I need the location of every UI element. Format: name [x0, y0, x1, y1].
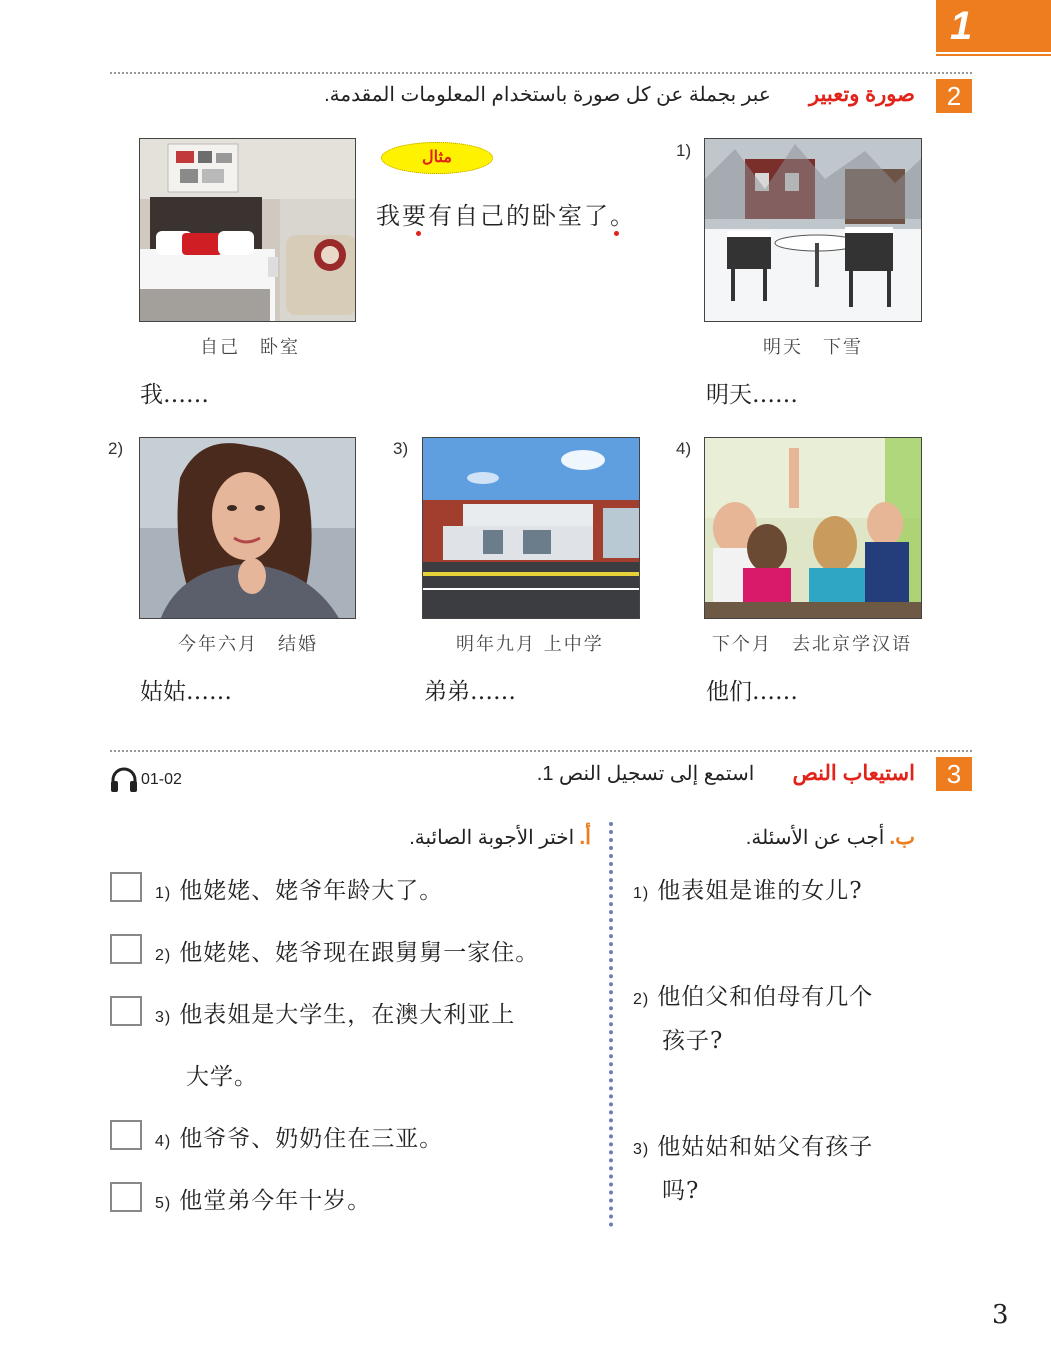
statement-4: 4) 他爷爷、奶奶住在三亚。 — [155, 1126, 444, 1152]
part-b-letter: ب. — [889, 826, 915, 849]
question-2-continued: 孩子? — [662, 1028, 724, 1054]
question-1: 1) 他表姐是谁的女儿? — [633, 878, 863, 904]
part-a-letter: أ. — [579, 826, 591, 849]
statement-2: 2) 他姥姥、姥爷现在跟舅舅一家住。 — [155, 940, 540, 966]
page-number: 3 — [992, 1300, 1009, 1330]
photo-hint-2: 今年六月 结婚 — [178, 634, 318, 655]
section3-divider — [110, 750, 972, 752]
chapter-tab: 1 — [936, 0, 1051, 52]
section2-instruction: عبر بجملة عن كل صورة باستخدام المعلومات المقدمة. — [324, 84, 771, 106]
section2-divider — [110, 72, 972, 74]
section3-number: 3 — [936, 757, 972, 791]
sentence-starter-1: 明天…… — [706, 382, 798, 408]
answer-checkbox[interactable] — [110, 1120, 142, 1150]
statement-5: 5) 他堂弟今年十岁。 — [155, 1188, 372, 1214]
audio-track[interactable] — [109, 767, 182, 793]
section3-title: استيعاب النص — [792, 762, 915, 785]
section2-title: صورة وتعبير — [808, 83, 915, 106]
school-building-photo — [422, 437, 640, 619]
headphones-icon — [109, 767, 139, 793]
answer-checkbox[interactable] — [110, 996, 142, 1026]
snow-patio-photo — [704, 138, 922, 322]
answer-checkbox[interactable] — [110, 1182, 142, 1212]
example-sentence: 我要有自己的卧室了。 — [376, 202, 636, 230]
sentence-starter-4: 他们…… — [706, 679, 798, 705]
question-3: 3) 他姑姑和姑父有孩子 — [633, 1134, 874, 1160]
part-a-header — [409, 825, 591, 850]
photo-hint-1: 明天 下雪 — [763, 337, 863, 358]
section3-instruction: استمع إلى تسجيل النص 1. — [536, 763, 755, 785]
item-label-2: 2) — [108, 439, 124, 458]
item-label-1: 1) — [676, 141, 692, 160]
answer-checkbox[interactable] — [110, 934, 142, 964]
audio-track-number: 01-02 — [141, 771, 182, 788]
answer-checkbox[interactable] — [110, 872, 142, 902]
item-label-4: 4) — [676, 439, 692, 458]
column-divider — [609, 822, 613, 1227]
sentence-starter-example: 我…… — [140, 382, 209, 408]
woman-portrait-photo — [139, 437, 356, 619]
emphasis-dot — [614, 231, 619, 236]
item-label-3: 3) — [393, 439, 409, 458]
question-2: 2) 他伯父和伯母有几个 — [633, 984, 874, 1010]
photo-hint-example: 自己 卧室 — [200, 337, 300, 358]
statement-3: 3) 他表姐是大学生，在澳大利亚上 — [155, 1002, 516, 1028]
question-3-continued: 吗? — [662, 1178, 700, 1204]
photo-hint-4: 下个月 去北京学汉语 — [712, 634, 912, 655]
sentence-starter-3: 弟弟…… — [424, 679, 516, 705]
bedroom-photo — [139, 138, 356, 322]
part-b-title: أجب عن الأسئلة. — [745, 827, 885, 849]
statement-1: 1) 他姥姥、姥爷年龄大了。 — [155, 878, 444, 904]
students-classroom-photo — [704, 437, 922, 619]
section2-header — [324, 82, 915, 107]
section3-header — [537, 761, 915, 786]
section2-number: 2 — [936, 79, 972, 113]
statement-3-continued: 大学。 — [186, 1064, 258, 1090]
chapter-tab-underline — [936, 54, 1051, 56]
sentence-starter-2: 姑姑…… — [140, 679, 232, 705]
part-b-header — [746, 825, 915, 850]
part-a-title: اختر الأجوبة الصائبة. — [409, 827, 575, 849]
photo-hint-3: 明年九月 上中学 — [456, 634, 604, 655]
example-badge: مثال — [381, 142, 493, 174]
emphasis-dot — [416, 231, 421, 236]
